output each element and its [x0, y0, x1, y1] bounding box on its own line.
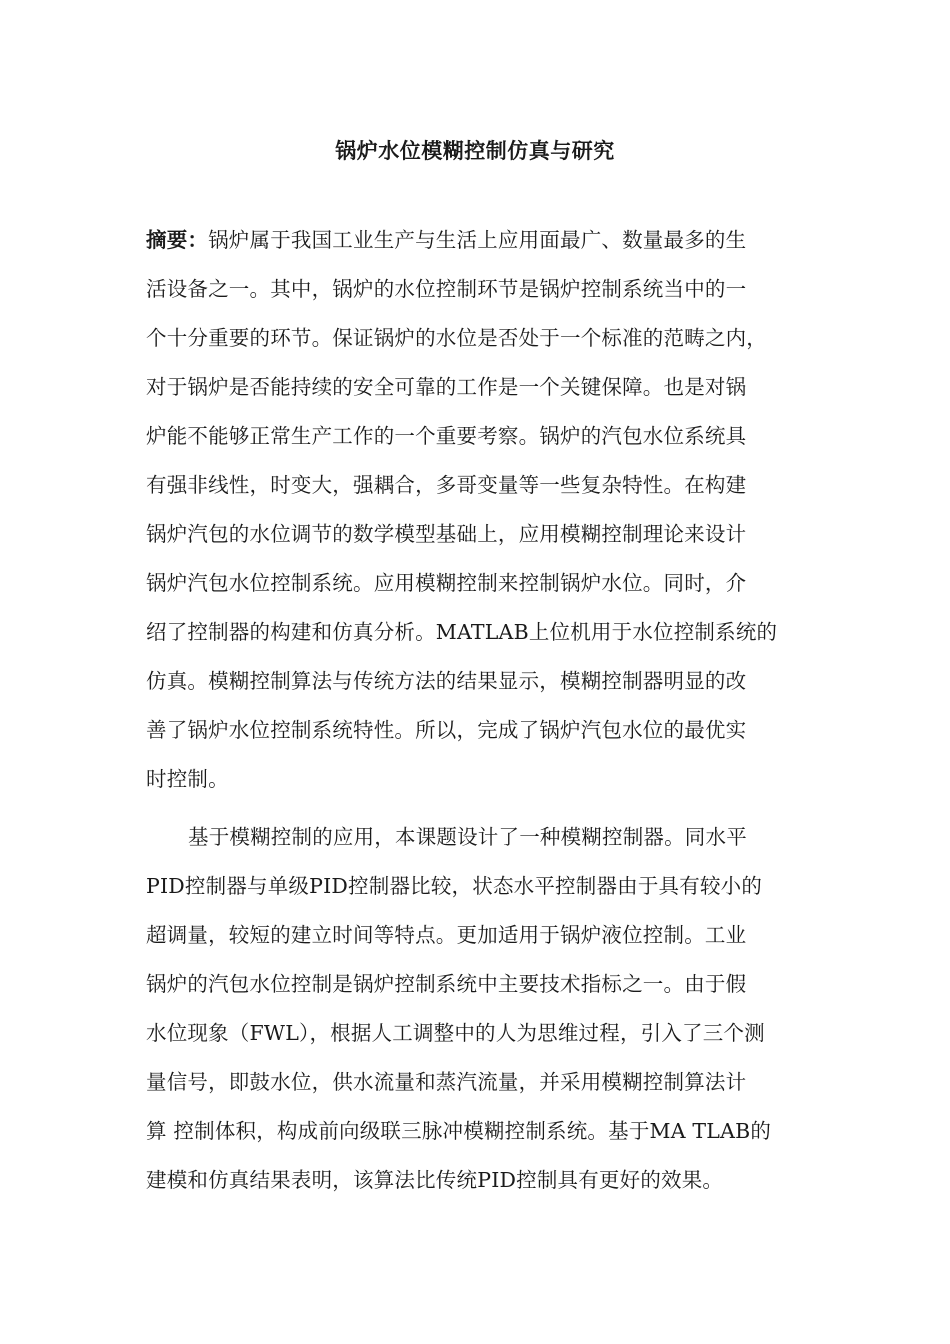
paragraph-line: 锅炉的汽包水位控制是锅炉控制系统中主要技术指标之一。由于假: [146, 972, 747, 996]
paragraph-line: 建模和仿真结果表明，该算法比传统PID控制具有更好的效果。: [146, 1168, 724, 1192]
abstract-line: 有强非线性，时变大，强耦合，多哥变量等一些复杂特性。在构建: [146, 473, 747, 497]
body-paragraph: [146, 813, 807, 1205]
abstract-line: 锅炉汽包水位控制系统。应用模糊控制来控制锅炉水位。同时，介: [146, 571, 747, 595]
paragraph-line: 超调量，较短的建立时间等特点。更加适用于锅炉液位控制。工业: [146, 923, 747, 947]
paragraph-line: 基于模糊控制的应用，本课题设计了一种模糊控制器。同水平: [188, 825, 747, 849]
document-title: 锅炉水位模糊控制仿真与研究: [335, 139, 615, 163]
abstract-line: 对于锅炉是否能持续的安全可靠的工作是一个关键保障。也是对锅: [146, 375, 747, 399]
abstract-line: 活设备之一。其中，锅炉的水位控制环节是锅炉控制系统当中的一: [146, 277, 747, 301]
abstract-line: 炉能不能够正常生产工作的一个重要考察。锅炉的汽包水位系统具: [146, 424, 747, 448]
abstract-line: [146, 216, 807, 265]
abstract-line: 仿真。模糊控制算法与传统方法的结果显示，模糊控制器明显的改: [146, 669, 747, 693]
abstract-paragraph: [146, 216, 807, 804]
paragraph-line: 水位现象（FWL），根据人工调整中的人为思维过程，引入了三个测: [146, 1021, 765, 1045]
paragraph-line: PID控制器与单级PID控制器比较，状态水平控制器由于具有较小的: [146, 874, 763, 898]
abstract-line-text: 锅炉属于我国工业生产与生活上应用面最广、数量最多的生: [208, 228, 747, 252]
abstract-line: 锅炉汽包的水位调节的数学模型基础上，应用模糊控制理论来设计: [146, 522, 747, 546]
abstract-line: 善了锅炉水位控制系统特性。所以，完成了锅炉汽包水位的最优实: [146, 718, 747, 742]
paragraph-line: 量信号，即鼓水位，供水流量和蒸汽流量，并采用模糊控制算法计: [146, 1070, 747, 1094]
abstract-line: 时控制。: [146, 767, 229, 791]
abstract-line: 个十分重要的环节。保证锅炉的水位是否处于一个标准的范畴之内，: [146, 326, 767, 350]
abstract-label: 摘要：: [146, 228, 209, 252]
abstract-line: 绍了控制器的构建和仿真分析。MATLAB上位机用于水位控制系统的: [146, 620, 778, 644]
paragraph-line: 算 控制体积，构成前向级联三脉冲模糊控制系统。基于MA TLAB的: [146, 1119, 772, 1143]
